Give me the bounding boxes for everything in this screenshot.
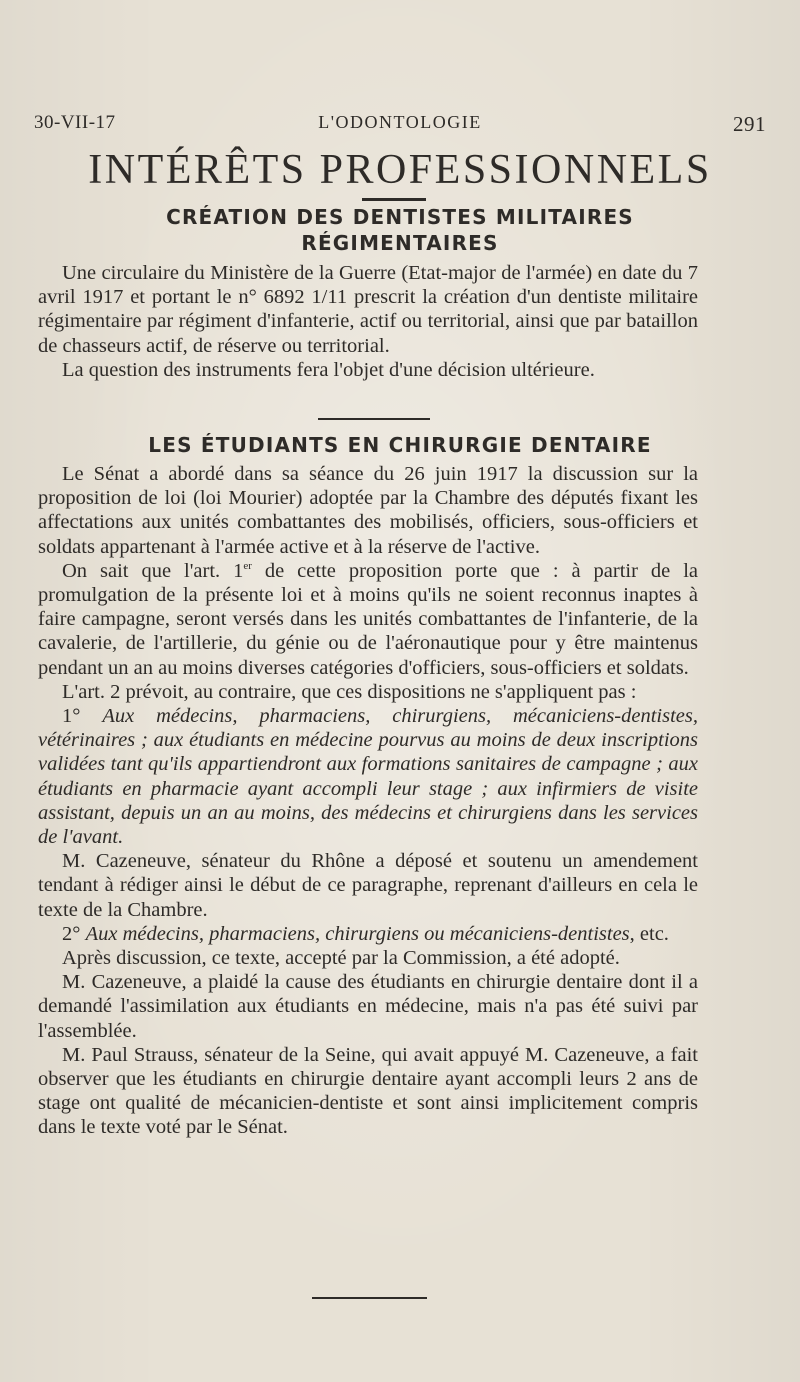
paragraph: Le Sénat a abordé dans sa séance du 26 juin 1917 la discussion sur la proposition de loi (loi Mourier) adoptée par la Chambre des députés fixant les affectations aux unités combattantes des mobilisés, officiers, sous-officiers et soldats appartenant à l'armée active et à la réserve de l'active. <box>38 463 698 558</box>
running-head <box>34 112 766 142</box>
title-divider <box>362 198 426 201</box>
section-title-line: CRÉATION DES DENTISTES MILITAIRES <box>166 205 634 229</box>
list-item <box>38 922 698 946</box>
paragraph-text: On sait que l'art. 1 <box>62 559 244 582</box>
section-body-etudiants <box>38 462 698 1140</box>
list-item <box>38 704 698 849</box>
item-text: Aux médecins, pharmaciens, chirurgiens ou mécaniciens-dentistes <box>85 922 630 945</box>
section-title-dentistes-militaires <box>0 204 800 256</box>
page-number: 291 <box>733 112 766 136</box>
paragraph <box>38 559 698 680</box>
paragraph: L'art. 2 prévoit, au contraire, que ces dispositions ne s'appliquent pas : <box>62 680 637 703</box>
ordinal-suffix: er <box>243 559 252 572</box>
end-divider <box>312 1297 427 1299</box>
main-title: INTÉRÊTS PROFESSIONNELS <box>88 147 712 193</box>
section-divider <box>318 418 430 420</box>
section-title-etudiants: LES ÉTUDIANTS EN CHIRURGIE DENTAIRE <box>148 433 652 457</box>
journal-name: L'ODONTOLOGIE <box>318 112 482 132</box>
item-number: 2° <box>62 922 86 945</box>
paragraph: La question des instruments fera l'objet d'une décision ultérieure. <box>62 358 595 381</box>
paragraph: M. Cazeneuve, sénateur du Rhône a déposé et soutenu un amendement tendant à rédiger ainsi le début de ce paragraphe, reprenant d'ailleurs en cela le texte de la Chambre. <box>38 850 698 921</box>
issue-date: 30-VII-17 <box>34 112 116 133</box>
paragraph: M. Cazeneuve, a plaidé la cause des étudiants en chirurgie dentaire dont il a demandé l'assimilation aux étudiants en médecine, mais n'a pas été suivi par l'assemblée. <box>38 971 698 1042</box>
section-title-line: RÉGIMENTAIRES <box>301 231 499 255</box>
paragraph-text: de cette proposition porte que : à partir de la promulgation de la présente loi et à moins qu'ils ne soient reconnus inaptes à faire campagne, seront versés dans les unités combattantes de l'infanterie, de la cavalerie, de l'artillerie, du génie ou de l'aéronautique pour y être maintenus pendant un an au moins diverses catégories d'officiers, sous-officiers et soldats. <box>38 559 698 679</box>
paragraph: Une circulaire du Ministère de la Guerre (Etat-major de l'armée) en date du 7 avril 1917 et portant le n° 6892 1/11 prescrit la création d'un dentiste militaire régimentaire par régiment d'infanterie, actif ou territorial, ainsi que par bataillon de chasseurs actif, de réserve ou territorial. <box>38 262 698 357</box>
item-number: 1° <box>62 705 103 728</box>
section-body-dentistes-militaires <box>38 261 698 382</box>
item-text: Aux médecins, pharmaciens, chirurgiens, mécaniciens-dentistes, vétérinaires ; aux étudiants en médecine pourvus au moins de deux inscriptions validées tant qu'ils appartiendront aux formations sanitaires de campagne ; aux étudiants en pharmacie ayant accompli leur stage ; aux infirmiers de visite assistant, depuis un an au moins, des médecins et chirurgiens dans les services de l'avant. <box>38 705 698 849</box>
paragraph: Après discussion, ce texte, accepté par la Commission, a été adopté. <box>62 947 620 970</box>
item-tail: , etc. <box>629 922 669 945</box>
paragraph: M. Paul Strauss, sénateur de la Seine, qui avait appuyé M. Cazeneuve, a fait observer que les étudiants en chirurgie dentaire ayant accompli leurs 2 ans de stage ont qualité de mécanicien-dentiste et sont ainsi implicitement compris dans le texte voté par le Sénat. <box>38 1043 698 1139</box>
